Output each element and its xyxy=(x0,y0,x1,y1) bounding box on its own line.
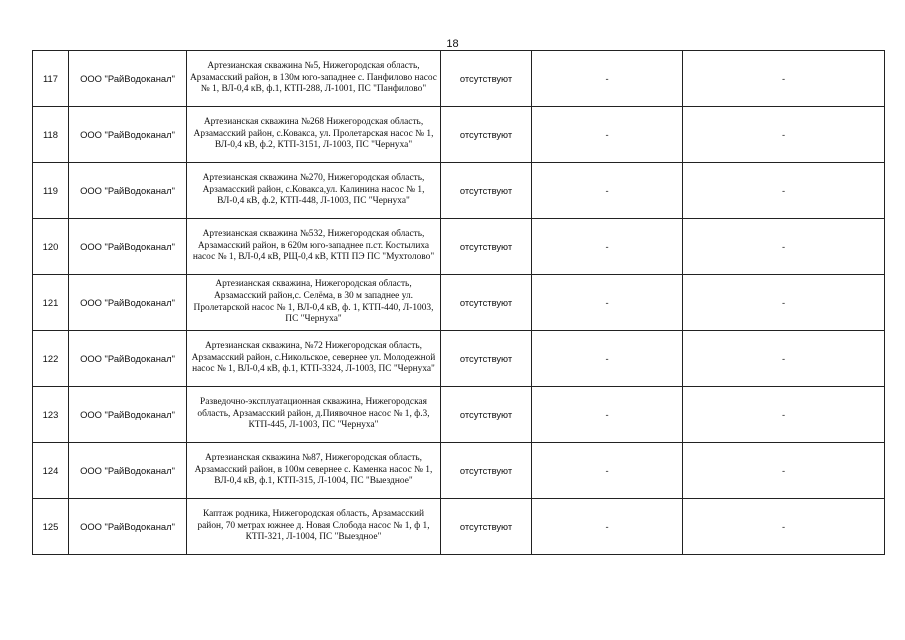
status-cell: отсутствуют xyxy=(441,443,532,499)
table-row xyxy=(33,163,885,219)
object-description-cell: Артезианская скважина, №72 Нижегородская область, Арзамасский район, с.Никольское, севернее ул. Молодежной насос № 1, ВЛ-0,4 кВ, ф.1, КТП-3324, Л-1003, ПС "Чернуха" xyxy=(187,331,441,387)
object-description-cell: Разведочно-эксплуатационная скважина, Нижегородская область, Арзамасский район, д.Пиявочное насос № 1, ф.3, КТП-445, Л-1003, ПС "Чернуха" xyxy=(187,387,441,443)
table-row xyxy=(33,107,885,163)
organization-cell: ООО "РайВодоканал" xyxy=(69,163,187,219)
value-cell-5: - xyxy=(532,163,683,219)
organization-cell: ООО "РайВодоканал" xyxy=(69,107,187,163)
value-cell-5: - xyxy=(532,387,683,443)
organization-cell: ООО "РайВодоканал" xyxy=(69,499,187,555)
organization-cell: ООО "РайВодоканал" xyxy=(69,443,187,499)
value-cell-5: - xyxy=(532,51,683,107)
organization-cell: ООО "РайВодоканал" xyxy=(69,387,187,443)
object-description-cell: Артезианская скважина №532, Нижегородская область, Арзамасский район, в 620м юго-западнее п.ст. Костылиха насос № 1, ВЛ-0,4 кВ, РЩ-0,4 кВ, КТП ПЭ ПС "Мухтолово" xyxy=(187,219,441,275)
value-cell-6: - xyxy=(683,219,885,275)
organization-cell: ООО "РайВодоканал" xyxy=(69,219,187,275)
value-cell-6: - xyxy=(683,331,885,387)
organization-cell: ООО "РайВодоканал" xyxy=(69,275,187,331)
value-cell-6: - xyxy=(683,387,885,443)
status-cell: отсутствуют xyxy=(441,331,532,387)
row-number: 125 xyxy=(33,499,69,555)
object-description-cell: Артезианская скважина №268 Нижегородская область, Арзамасский район, с.Ковакса, ул. Пролетарская насос № 1, ВЛ-0,4 кВ, ф.2, КТП-3151, Л-1003, ПС "Чернуха" xyxy=(187,107,441,163)
status-cell: отсутствуют xyxy=(441,387,532,443)
table-row xyxy=(33,499,885,555)
row-number: 123 xyxy=(33,387,69,443)
value-cell-5: - xyxy=(532,107,683,163)
value-cell-6: - xyxy=(683,107,885,163)
table-row xyxy=(33,331,885,387)
object-description-cell: Артезианская скважина №270, Нижегородская область, Арзамасский район, с.Ковакса,ул. Калинина насос № 1, ВЛ-0,4 кВ, ф.2, КТП-448, Л-1003, ПС "Чернуха" xyxy=(187,163,441,219)
table-row xyxy=(33,443,885,499)
value-cell-6: - xyxy=(683,163,885,219)
value-cell-6: - xyxy=(683,443,885,499)
row-number: 118 xyxy=(33,107,69,163)
table-body xyxy=(33,51,885,555)
object-description-cell: Каптаж родника, Нижегородская область, Арзамасский район, 70 метрах южнее д. Новая Слобода насос № 1, ф 1, КТП-321, Л-1004, ПС "Выездное" xyxy=(187,499,441,555)
value-cell-5: - xyxy=(532,443,683,499)
object-description-cell: Артезианская скважина №5, Нижегородская область, Арзамасский район, в 130м юго-западнее с. Панфилово насос № 1, ВЛ-0,4 кВ, ф.1, КТП-288, Л-1001, ПС "Панфилово" xyxy=(187,51,441,107)
status-cell: отсутствуют xyxy=(441,275,532,331)
value-cell-6: - xyxy=(683,499,885,555)
value-cell-5: - xyxy=(532,219,683,275)
object-description-cell: Артезианская скважина №87, Нижегородская область, Арзамасский район, в 100м севернее с. Каменка насос № 1, ВЛ-0,4 кВ, ф.1, КТП-315, Л-1004, ПС "Выездное" xyxy=(187,443,441,499)
objects-table xyxy=(32,50,885,555)
row-number: 124 xyxy=(33,443,69,499)
value-cell-5: - xyxy=(532,499,683,555)
row-number: 120 xyxy=(33,219,69,275)
status-cell: отсутствуют xyxy=(441,219,532,275)
page-number: 18 xyxy=(446,38,459,50)
status-cell: отсутствуют xyxy=(441,51,532,107)
table-row xyxy=(33,51,885,107)
status-cell: отсутствуют xyxy=(441,107,532,163)
status-cell: отсутствуют xyxy=(441,499,532,555)
value-cell-5: - xyxy=(532,331,683,387)
value-cell-5: - xyxy=(532,275,683,331)
organization-cell: ООО "РайВодоканал" xyxy=(69,331,187,387)
object-description-cell: Артезианская скважина, Нижегородская область, Арзамасский район,с. Селёма, в 30 м западнее ул. Пролетарской насос № 1, ВЛ-0,4 кВ, ф. 1, КТП-440, Л-1003, ПС "Чернуха" xyxy=(187,275,441,331)
row-number: 117 xyxy=(33,51,69,107)
table-row xyxy=(33,219,885,275)
row-number: 119 xyxy=(33,163,69,219)
row-number: 121 xyxy=(33,275,69,331)
table-row xyxy=(33,275,885,331)
status-cell: отсутствуют xyxy=(441,163,532,219)
table-row xyxy=(33,387,885,443)
value-cell-6: - xyxy=(683,51,885,107)
value-cell-6: - xyxy=(683,275,885,331)
organization-cell: ООО "РайВодоканал" xyxy=(69,51,187,107)
row-number: 122 xyxy=(33,331,69,387)
